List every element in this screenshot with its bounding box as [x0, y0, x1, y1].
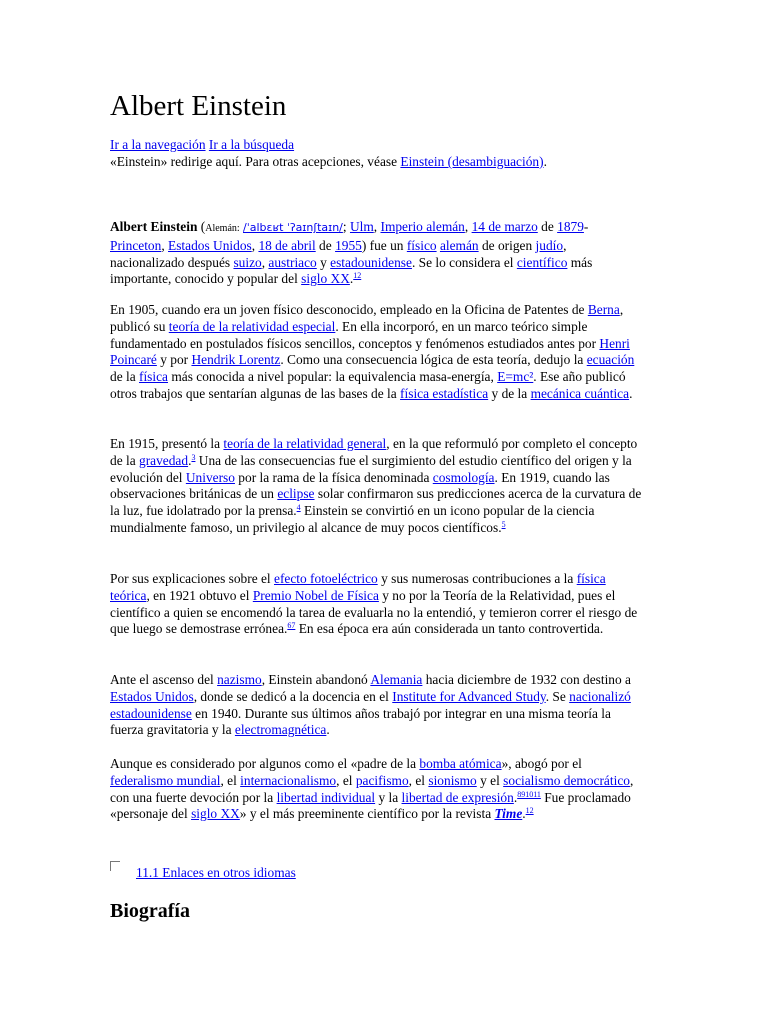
link-imperio-aleman[interactable]: Imperio alemán [380, 219, 465, 234]
link-time-magazine[interactable]: Time [494, 806, 523, 822]
link-aleman[interactable]: alemán [439, 237, 479, 253]
reference-link[interactable]: 5 [501, 519, 506, 529]
ipa-pronunciation-link[interactable]: /ˈalbɛʁt ˈʔaɪnʃtaɪn/ [243, 221, 343, 234]
link-birth-date[interactable]: 14 de marzo [471, 219, 538, 234]
link-poincare[interactable]: Henri Poincaré [110, 335, 630, 368]
link-fisico[interactable]: físico [406, 237, 437, 253]
link-siglo-xx[interactable]: siglo XX [301, 271, 350, 287]
paragraph-1905: En 1905, cuando era un joven físico desconocido, empleado en la Oficina de Patentes de Berna, publicó su teoría de la relatividad especial. En ella incorporó, en un marco teórico simple fundamentado en postulados físicos sencillos, conceptos y fenómenos estudiados antes por Henri Poincaré y por Hendrik Lorentz. Como una consecuencia lógica de esta teoría, dedujo la ecuación de la física más conocida a nivel popular: la equivalencia masa-energía, E=mc². Ese año publicó otros trabajos que sentarían algunas de las bases de la física estadística y de la mecánica cuántica. [110, 302, 635, 401]
link-fisica-teorica[interactable]: física teórica [110, 571, 606, 603]
link-nacionalizo[interactable]: nacionalizó estadounidense [110, 688, 631, 721]
link-lorentz[interactable]: Hendrik Lorentz [191, 352, 281, 368]
link-nazismo[interactable]: nazismo [217, 672, 262, 687]
link-estados-unidos-2[interactable]: Estados Unidos [110, 688, 194, 704]
link-pacifismo[interactable]: pacifismo [355, 772, 409, 788]
reference-link[interactable]: 4 [296, 503, 301, 513]
paragraph-1915: En 1915, presentó la teoría de la relatividad general, en la que reformuló por completo el concepto de la gravedad.$^3$ Una de las consecuencias fue el surgimiento del estudio científico del origen y la evolución del Universo por la rama de la física denominada cosmología. En 1919, cuando las observaciones británicas de un eclipse solar confirmaron sus predicciones acerca de la curvatura de la luz, fue idolatrado por la prensa.$^4$ Einstein se convirtió en un icono popular de la ciencia mundialmente famoso, un privilegio al alcance de muy pocos científicos.$^5$ [110, 436, 642, 535]
link-death-date[interactable]: 18 de abril [258, 237, 316, 253]
link-institute-advanced-study[interactable]: Institute for Advanced Study [392, 688, 546, 704]
link-bomba-atomica[interactable]: bomba atómica [419, 756, 502, 771]
link-relatividad-general[interactable]: teoría de la relatividad general [223, 436, 387, 451]
link-electromagnetica[interactable]: electromagnética [234, 722, 327, 738]
link-birth-year[interactable]: 1879 [557, 219, 584, 234]
intro-paragraph: Albert Einstein (Alemán: /ˈalbɛʁt ˈʔaɪnʃtaɪn/; Ulm, Imperio alemán, 14 de marzo de 1879-Princeton, Estados Unidos, 18 de abril de 1955) fue un físico alemán de origen judío, nacionalizado después suizo, austriaco y estadounidense. Se lo considera el científico más importante, conocido y popular del siglo XX.$^{12}$ [110, 219, 593, 287]
link-socialismo-democratico[interactable]: socialismo democrático [503, 772, 630, 788]
link-universo[interactable]: Universo [185, 469, 235, 485]
section-heading-biografia: Biografía [110, 900, 190, 922]
link-cosmologia[interactable]: cosmología [432, 469, 495, 485]
page-title: Albert Einstein [110, 90, 287, 122]
link-ulm[interactable]: Ulm [349, 219, 374, 234]
reference-link[interactable]: 12 [525, 806, 534, 816]
link-gravedad[interactable]: gravedad [139, 452, 189, 468]
link-death-year[interactable]: 1955 [335, 237, 362, 253]
skip-to-search-link[interactable]: Ir a la búsqueda [208, 137, 295, 152]
link-fisica-estadistica[interactable]: física estadística [400, 385, 489, 401]
disambiguation-link[interactable]: Einstein (desambiguación) [400, 154, 544, 169]
subject-name: Albert Einstein [110, 219, 198, 234]
reference-link[interactable]: 67 [287, 621, 296, 631]
link-estadounidense[interactable]: estadounidense [330, 254, 412, 270]
redirect-text: «Einstein» redirige aquí. Para otras acepciones, véase [110, 154, 401, 169]
reference-link[interactable]: 3 [191, 452, 196, 462]
link-alemania[interactable]: Alemania [370, 672, 423, 687]
skip-to-navigation-link[interactable]: Ir a la navegación [110, 137, 206, 152]
reference-link[interactable]: 12 [353, 271, 362, 281]
link-efecto-fotoelectrico[interactable]: efecto fotoeléctrico [274, 571, 378, 586]
paragraph-ideologia: Aunque es considerado por algunos como el «padre de la bomba atómica», abogó por el federalismo mundial, el internacionalismo, el pacifismo, el sionismo y el socialismo democrático, con una fuerte devoción por la libertad individual y la libertad de expresión.$^{891011}$ Fue proclamado «personaje del siglo XX» y el más preeminente científico por la revista Time.$^{12}$ [110, 756, 634, 822]
link-siglo-xx-2[interactable]: siglo XX [191, 806, 240, 822]
checkbox-icon [110, 861, 121, 872]
link-judio[interactable]: judío [535, 237, 564, 253]
hatnote: Ir a la navegación Ir a la búsqueda «Einstein» redirige aquí. Para otras acepciones, véase Einstein (desambiguación). [110, 137, 547, 169]
link-internacionalismo[interactable]: internacionalismo [240, 772, 337, 788]
link-eclipse[interactable]: eclipse [277, 486, 315, 502]
link-cientifico[interactable]: científico [516, 254, 568, 270]
link-berna[interactable]: Berna [587, 302, 620, 317]
link-suizo[interactable]: suizo [233, 254, 262, 270]
paragraph-nazismo: Ante el ascenso del nazismo, Einstein abandonó Alemania hacia diciembre de 1932 con destino a Estados Unidos, donde se dedicó a la docencia en el Institute for Advanced Study. Se nacionalizó estadounidense en 1940. Durante sus últimos años trabajó por integrar en una misma teoría la fuerza gravitatoria y la electromagnética. [110, 672, 631, 738]
language-label: Alemán: [205, 223, 240, 234]
link-libertad-individual[interactable]: libertad individual [276, 789, 376, 805]
link-relatividad-especial[interactable]: teoría de la relatividad especial [168, 318, 336, 334]
link-estados-unidos[interactable]: Estados Unidos [168, 237, 252, 253]
link-princeton[interactable]: Princeton [110, 237, 162, 253]
link-emc2[interactable]: E=mc² [497, 369, 534, 385]
reference-link[interactable]: 891011 [517, 789, 541, 799]
paragraph-nobel: Por sus explicaciones sobre el efecto fotoeléctrico y sus numerosas contribuciones a la física teórica, en 1921 obtuvo el Premio Nobel de Física y no por la Teoría de la Relatividad, pues el científico a quien se encomendó la tarea de evaluarla no la entendió, y temieron correr el riesgo de que luego se demostrase errónea.$^{67}$ En esa época era aún considerada un tanto controvertida. [110, 571, 638, 637]
link-libertad-expresion[interactable]: libertad de expresión [401, 789, 514, 805]
toc-link-enlaces-otros-idiomas[interactable]: 11.1 Enlaces en otros idiomas [136, 865, 296, 880]
link-premio-nobel[interactable]: Premio Nobel de Física [252, 587, 379, 603]
link-sionismo[interactable]: sionismo [428, 772, 477, 788]
link-ecuacion[interactable]: ecuación [586, 352, 635, 368]
link-federalismo-mundial[interactable]: federalismo mundial [110, 772, 221, 788]
link-austriaco[interactable]: austriaco [268, 254, 317, 270]
link-fisica[interactable]: física [139, 369, 168, 385]
link-mecanica-cuantica[interactable]: mecánica cuántica [530, 385, 630, 401]
